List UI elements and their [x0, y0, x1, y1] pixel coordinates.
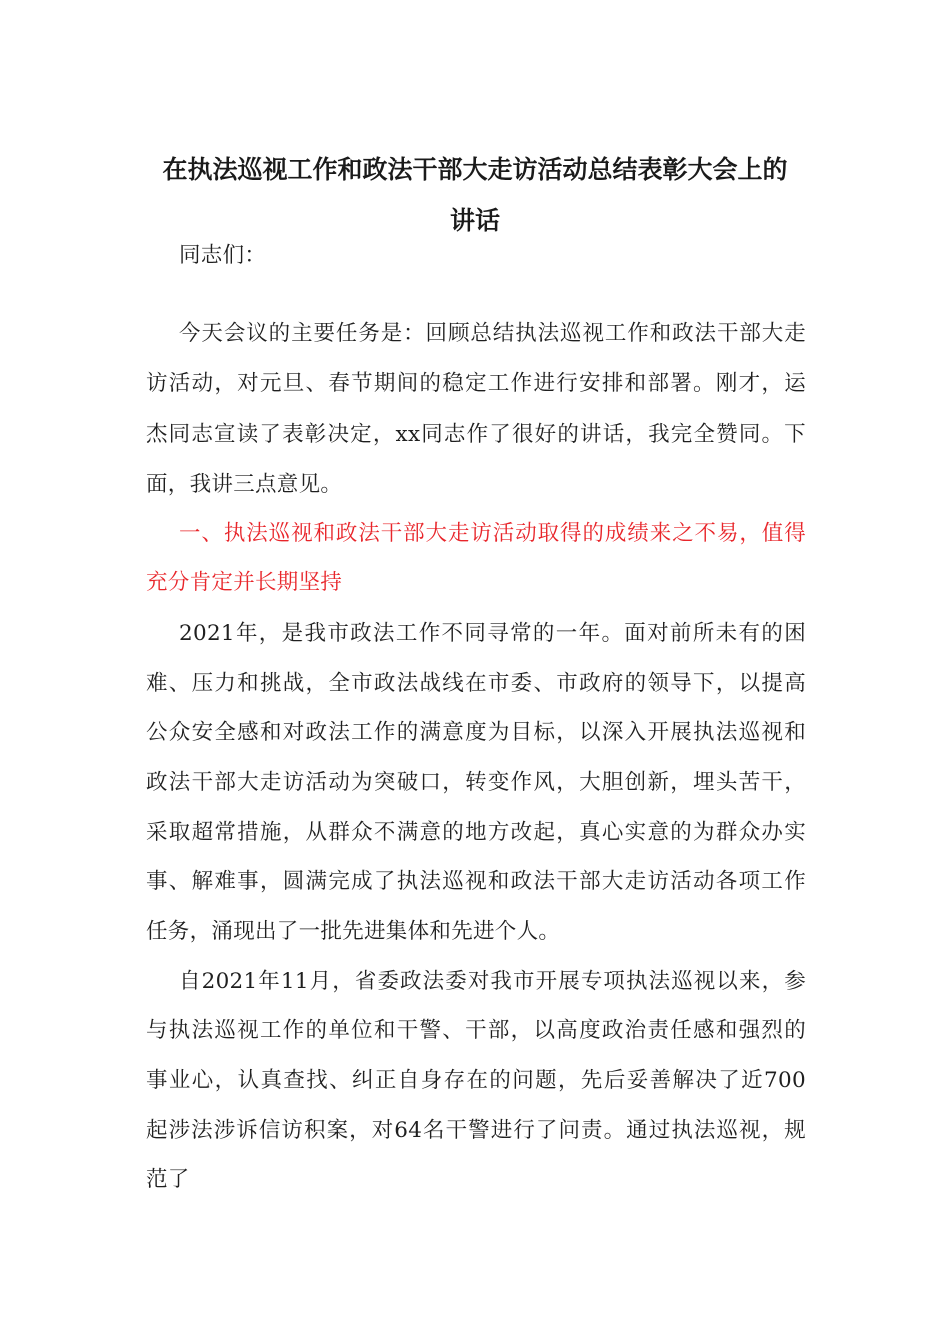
- section-heading-1-line: 充分肯定并长期坚持: [146, 570, 343, 595]
- salutation: 同志们：: [179, 243, 267, 268]
- document-title-line-2: 讲话: [449, 206, 500, 235]
- paragraph-2-line: 难、压力和挑战，全市政法战线在市委、市政府的领导下，以提高: [146, 671, 806, 696]
- paragraph-3-line: 自2021年11月，省委政法委对我市开展专项执法巡视以来，参: [179, 969, 806, 994]
- paragraph-2-line: 政法干部大走访活动为突破口，转变作风，大胆创新，埋头苦干，: [146, 770, 806, 795]
- paragraph-1-line: 杰同志宣读了表彰决定，xx同志作了很好的讲话，我完全赞同。下: [146, 422, 806, 447]
- paragraph-1-line: 面，我讲三点意见。: [146, 472, 343, 497]
- section-heading-1-line: 一、执法巡视和政法干部大走访活动取得的成绩来之不易，值得: [179, 521, 806, 546]
- paragraph-3-line: 与执法巡视工作的单位和干警、干部，以高度政治责任感和强烈的: [146, 1018, 806, 1043]
- paragraph-2-line: 公众安全感和对政法工作的满意度为目标，以深入开展执法巡视和: [146, 720, 806, 745]
- paragraph-3-line: 事业心，认真查找、纠正自身存在的问题，先后妥善解决了近700: [146, 1068, 806, 1093]
- paragraph-1-line: 访活动，对元旦、春节期间的稳定工作进行安排和部署。刚才，运: [146, 371, 806, 396]
- paragraph-1-line: 今天会议的主要任务是：回顾总结执法巡视工作和政法干部大走: [179, 321, 806, 346]
- paragraph-2-line: 事、解难事，圆满完成了执法巡视和政法干部大走访活动各项工作: [146, 869, 806, 894]
- paragraph-2-line: 任务，涌现出了一批先进集体和先进个人。: [146, 919, 561, 944]
- paragraph-2-line: 2021年，是我市政法工作不同寻常的一年。面对前所未有的困: [179, 621, 806, 646]
- paragraph-2-line: 采取超常措施，从群众不满意的地方改起，真心实意的为群众办实: [146, 820, 806, 845]
- paragraph-3-line: 起涉法涉诉信访积案，对64名干警进行了问责。通过执法巡视，规: [146, 1118, 806, 1143]
- document-title-line-1: 在执法巡视工作和政法干部大走访活动总结表彰大会上的: [162, 155, 788, 184]
- paragraph-3-line: 范了: [146, 1167, 190, 1192]
